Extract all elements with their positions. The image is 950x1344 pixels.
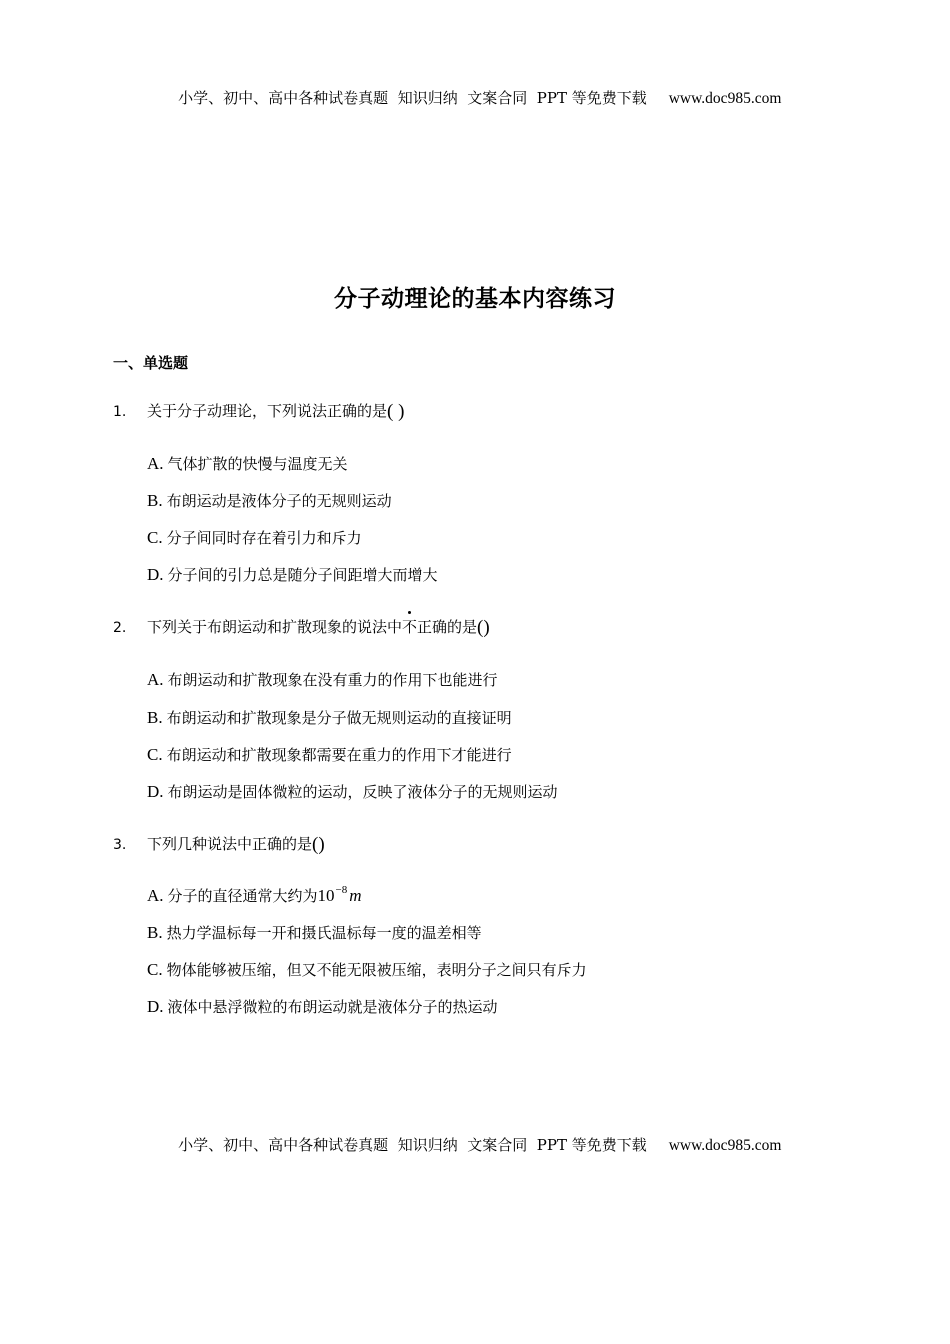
answer-blank: ()	[477, 617, 490, 638]
option-text: 布朗运动是固体微粒的运动，反映了液体分子的无规则运动	[167, 783, 558, 801]
option-text: 分子间的引力总是随分子间距增大而增大	[167, 566, 438, 584]
option-letter: D.	[147, 782, 164, 801]
document-title: 分子动理论的基本内容练习	[334, 286, 616, 312]
header-text: 小学、初中、高中各种试卷真题 知识归纳 文案合同 PPT 等免费下载	[178, 89, 647, 107]
answer-blank: ( )	[387, 401, 405, 422]
option-letter: A.	[147, 454, 164, 473]
option-text: 分子的直径通常大约为	[167, 887, 318, 905]
q3-option-b	[147, 922, 482, 943]
option-text: 物体能够被压缩，但又不能无限被压缩，表明分子之间只有斥力	[166, 961, 587, 979]
option-text: 气体扩散的快慢与温度无关	[167, 455, 348, 473]
q2-option-c	[147, 744, 512, 765]
question-number: 3.	[113, 837, 127, 853]
option-letter: D.	[147, 565, 164, 584]
question-2	[113, 616, 490, 639]
math-base: 10	[317, 886, 335, 905]
q2-option-a	[147, 669, 498, 690]
option-letter: C.	[147, 528, 163, 547]
page-footer	[0, 1116, 950, 1155]
math-exponent: −8	[335, 884, 348, 896]
option-letter: B.	[147, 923, 163, 942]
header-site-link[interactable]: www.doc985.com	[668, 90, 782, 107]
emphasis-mark: 不	[402, 618, 418, 636]
option-letter: B.	[147, 491, 163, 510]
option-letter: C.	[147, 960, 163, 979]
page-header	[0, 69, 950, 108]
question-number: 2.	[113, 620, 127, 636]
q3-option-a	[147, 884, 362, 906]
question-stem-before: 下列关于布朗运动和扩散现象的说法中	[147, 618, 403, 636]
option-letter: A.	[147, 670, 164, 689]
footer-site-link[interactable]: www.doc985.com	[668, 1137, 782, 1154]
footer-text: 小学、初中、高中各种试卷真题 知识归纳 文案合同 PPT 等免费下载	[178, 1136, 647, 1154]
q3-option-c	[147, 959, 587, 980]
question-stem: 下列几种说法中正确的是	[147, 835, 313, 853]
option-text: 布朗运动是液体分子的无规则运动	[166, 492, 392, 510]
question-stem-after: 正确的是	[417, 618, 478, 636]
q2-option-b	[147, 707, 512, 728]
option-text: 布朗运动和扩散现象都需要在重力的作用下才能进行	[166, 746, 512, 764]
option-letter: C.	[147, 745, 163, 764]
option-letter: D.	[147, 997, 164, 1016]
question-stem: 关于分子动理论，下列说法正确的是	[147, 402, 388, 420]
question-number: 1.	[113, 404, 127, 420]
option-text: 液体中悬浮微粒的布朗运动就是液体分子的热运动	[167, 998, 498, 1016]
option-text: 布朗运动和扩散现象在没有重力的作用下也能进行	[167, 671, 498, 689]
section-heading: 一、单选题	[113, 354, 189, 372]
option-text: 热力学温标每一开和摄氏温标每一度的温差相等	[166, 924, 482, 942]
answer-blank: ()	[312, 834, 325, 855]
option-letter: A.	[147, 886, 164, 905]
option-text: 布朗运动和扩散现象是分子做无规则运动的直接证明	[166, 709, 512, 727]
option-letter: B.	[147, 708, 163, 727]
option-text: 分子间同时存在着引力和斥力	[166, 529, 362, 547]
math-unit: m	[349, 886, 362, 905]
q3-option-d	[147, 996, 498, 1017]
q2-option-d	[147, 781, 558, 802]
q1-option-d	[147, 564, 438, 585]
question-3	[113, 833, 325, 856]
q1-option-a	[147, 453, 348, 474]
question-1	[113, 400, 404, 423]
q1-option-c	[147, 527, 362, 548]
q1-option-b	[147, 490, 392, 511]
